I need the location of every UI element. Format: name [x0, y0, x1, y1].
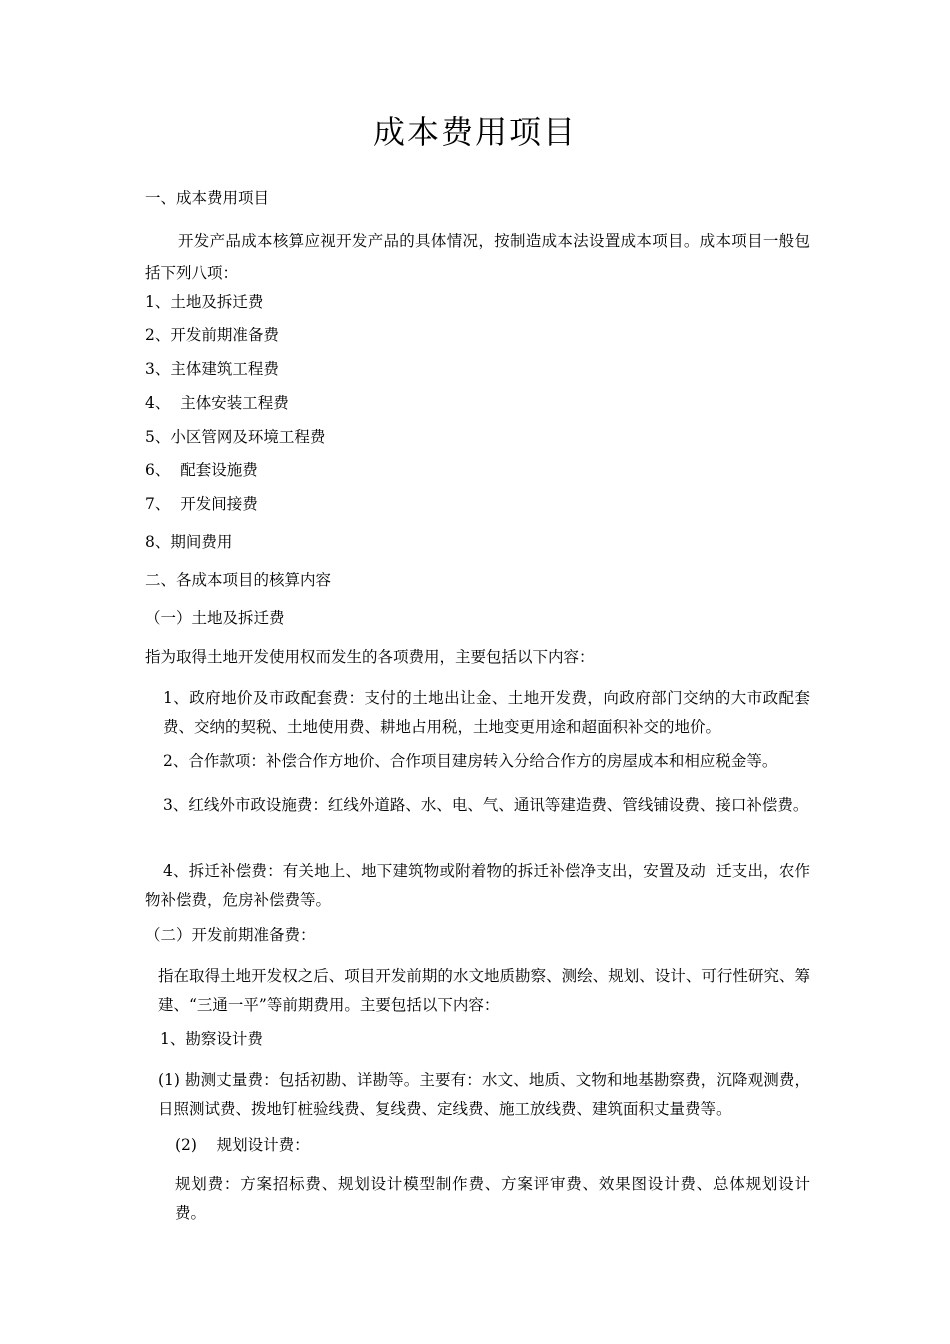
- subsection-bullet: 2、合作款项：补偿合作方地价、合作项目建房转入分给合作方的房屋成本和相应税金等。: [163, 752, 778, 770]
- list-item: 8、期间费用: [145, 533, 233, 551]
- cost-item-text: 规划费：方案招标费、规划设计模型制作费、方案评审费、效果图设计费、总体规划设计费。: [175, 1175, 810, 1222]
- section2-heading: 二、各成本项目的核算内容: [145, 571, 332, 589]
- list-item: 1、土地及拆迁费: [145, 293, 264, 311]
- cost-item-heading: 1、勘察设计费: [160, 1030, 263, 1048]
- document-title: 成本费用项目: [372, 113, 577, 151]
- list-item: 2、开发前期准备费: [145, 326, 279, 344]
- subsection-heading: （一）土地及拆迁费: [145, 609, 285, 627]
- subsection-intro: 指为取得土地开发使用权而发生的各项费用，主要包括以下内容：: [145, 648, 595, 666]
- subsection-heading: （二）开发前期准备费：: [145, 926, 316, 944]
- list-item: 7、 开发间接费: [145, 495, 258, 513]
- subsection-bullet: 4、拆迁补偿费：有关地上、地下建筑物或附着物的拆迁补偿净支出，安置及动 迁支出，农作物补偿费，危房补偿费等。: [145, 862, 810, 909]
- subsection-bullet: 3、红线外市政设施费：红线外道路、水、电、气、通讯等建造费、管线铺设费、接口补偿费。: [163, 796, 809, 814]
- intro-paragraph: 开发产品成本核算应视开发产品的具体情况，按制造成本法设置成本项目。成本项目一般包括下列八项：: [145, 232, 810, 282]
- subsection-bullet: 1、政府地价及市政配套费：支付的土地出让金、土地开发费，向政府部门交纳的大市政配套费、交纳的契税、土地使用费、耕地占用税，土地变更用途和超面积补交的地价。: [163, 689, 810, 736]
- list-item: 5、小区管网及环境工程费: [145, 428, 326, 446]
- cost-item-text: (1) 勘测丈量费：包括初勘、详勘等。主要有：水文、地质、文物和地基勘察费，沉降观测费，日照测试费、拨地钉桩验线费、复线费、定线费、施工放线费、建筑面积丈量费等。: [158, 1071, 810, 1118]
- list-item: 6、 配套设施费: [145, 461, 258, 479]
- subsection-intro: 指在取得土地开发权之后、项目开发前期的水文地质勘察、测绘、规划、设计、可行性研究、筹建、“三通一平”等前期费用。主要包括以下内容：: [158, 967, 810, 1014]
- section1-heading: 一、成本费用项目: [145, 189, 270, 207]
- list-item: 3、主体建筑工程费: [145, 360, 279, 378]
- cost-item-heading: (2) 规划设计费：: [175, 1136, 310, 1154]
- list-item: 4、 主体安装工程费: [145, 394, 289, 412]
